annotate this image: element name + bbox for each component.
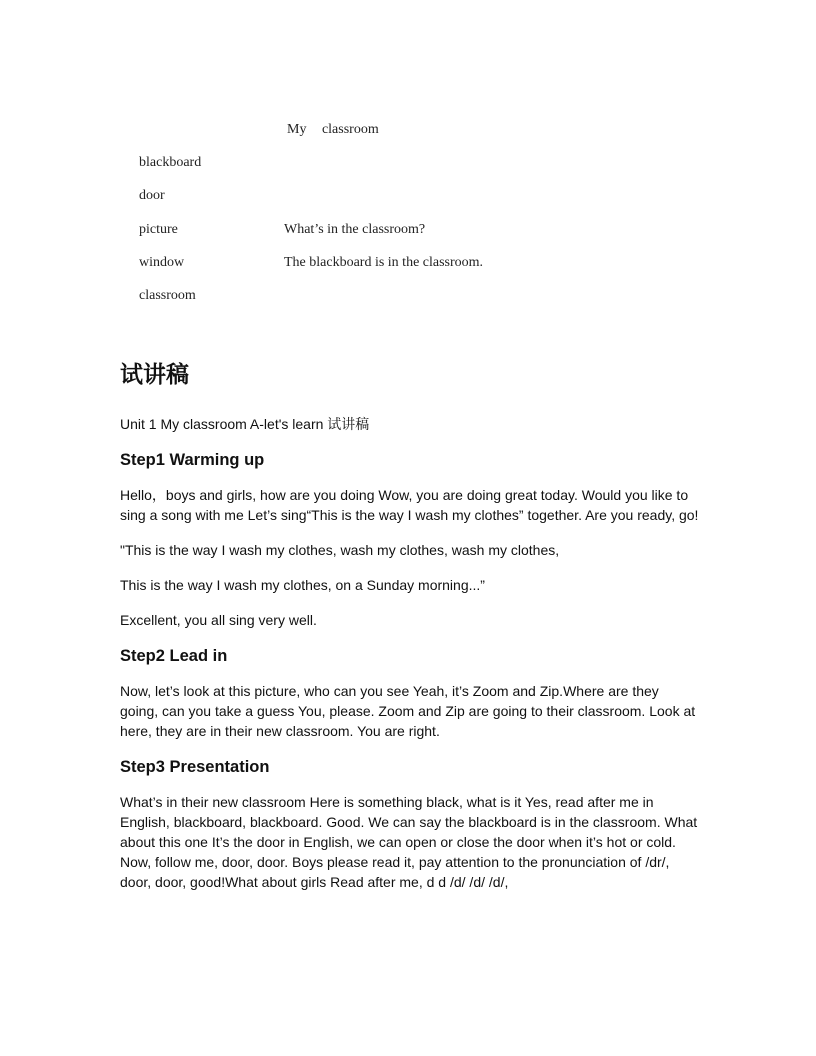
- vocab-classroom: classroom: [139, 288, 196, 303]
- script-subtitle: Unit 1 My classroom A-let's learn 试讲稿: [120, 416, 370, 432]
- step2-paragraph: Now, let’s look at this picture, who can you see Yeah, it’s Zoom and Zip.Where are they going, can you take a guess You, please. Zoom and Zip are going to their classroom. Look at here, they are in their new classroom. You are right.: [120, 683, 696, 739]
- step1-closing: Excellent, you all sing very well.: [120, 612, 317, 628]
- step3-title: Step3 Presentation: [120, 758, 270, 776]
- step1-paragraph: Hello，boys and girls, how are you doing Wow, you are doing great today. Would you like to sing a song with me Let’s sing“This is the way I wash my clothes” together. Are you ready, go!: [120, 487, 699, 523]
- vocab-blackboard: blackboard: [139, 155, 202, 170]
- vocab-picture: picture: [139, 222, 178, 237]
- blackboard-title: My classroom: [287, 122, 379, 137]
- lecture-script: [120, 358, 700, 907]
- step1-song-line-1: "This is the way I wash my clothes, wash my clothes, wash my clothes,: [120, 542, 560, 558]
- step1-title: Step1 Warming up: [120, 451, 265, 469]
- step3-paragraph: What’s in their new classroom Here is something black, what is it Yes, read after me in English, blackboard, blackboard. Good. We can say the blackboard is in the classroom. What about this one It’s the door in English, we can open or close the door when it’s hot or cold. Now, follow me, door, door. Boys please read it, pay attention to the pronunciation of /dr/, door, door, good!What about girls Read after me, d d /d/ /d/ /d/,: [120, 794, 698, 890]
- vocab-door: door: [139, 188, 165, 203]
- step2-title: Step2 Lead in: [120, 647, 228, 665]
- board-sentence-question: What’s in the classroom?: [284, 222, 426, 237]
- board-sentence-answer: The blackboard is in the classroom.: [284, 255, 484, 270]
- script-heading: 试讲稿: [120, 362, 189, 388]
- step1-song-line-2: This is the way I wash my clothes, on a Sunday morning...”: [120, 577, 485, 593]
- vocab-window: window: [139, 255, 185, 270]
